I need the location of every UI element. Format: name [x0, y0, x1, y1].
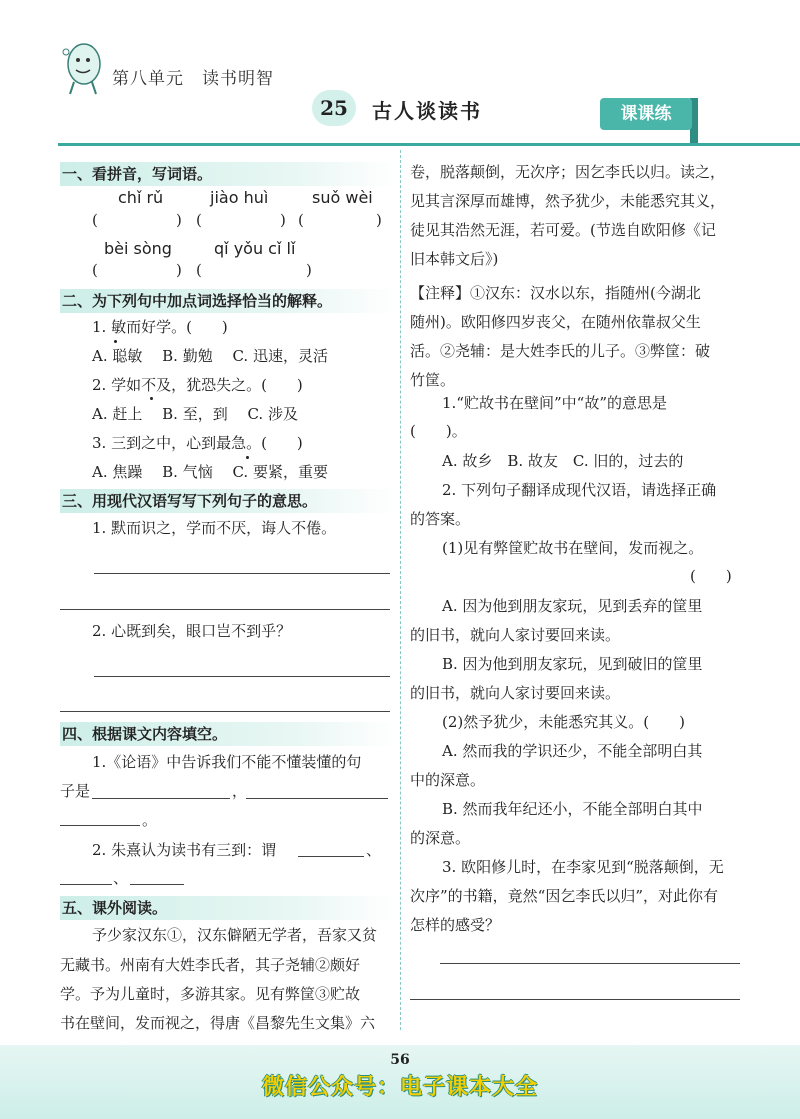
sec4-q2-line1: 2. 朱熹认为读书有三到：谓: [92, 841, 277, 859]
passage-line: 旧本韩文后》): [410, 250, 499, 268]
answer-line: [410, 999, 740, 1000]
answer-box-3-close: ): [376, 211, 382, 229]
reading-q2-sub2-b: B. 然而我年纪还小，不能全部明白其中: [442, 800, 703, 818]
answer-box-1-open: (: [92, 211, 98, 229]
answer-line: [94, 573, 390, 574]
reading-q2-sub1-b: B. 因为他到朋友家玩，见到破旧的筐里: [442, 655, 703, 673]
reading-q1-line1: 1.“贮故书在壁间”中“故”的意思是: [442, 394, 667, 412]
sec3-q1: 1. 默而识之，学而不厌，诲人不倦。: [92, 519, 337, 537]
reading-q3: 次序”的书籍，竟然“因乞李氏以归”，对此你有: [410, 887, 719, 905]
fill-blank: [60, 825, 140, 826]
section-4-title: 四、根据课文内容填空。: [60, 722, 397, 746]
wechat-watermark: 微信公众号：电子课本大全: [261, 1075, 538, 1100]
header-rule: [58, 143, 800, 146]
reading-q2-line1: 2. 下列句子翻译成现代汉语，请选择正确: [442, 481, 717, 499]
exercise-tag: 课课练: [600, 98, 692, 130]
sec4-q1-end: 。: [142, 811, 158, 829]
note-line: 随州)。欧阳修四岁丧父，在随州依靠叔父生: [410, 313, 701, 331]
page-number: 56: [390, 1052, 410, 1068]
answer-line: [60, 711, 390, 712]
cartoon-mascot-icon: [58, 38, 106, 98]
lesson-title: 古人谈读书: [372, 99, 482, 123]
answer-line: [60, 609, 390, 610]
section-5-title: 五、课外阅读。: [60, 896, 397, 920]
emphasis-dot: [114, 340, 117, 343]
reading-q2-sub2-a: 中的深意。: [410, 771, 486, 789]
section-3-title: 三、用现代汉语写写下列句子的意思。: [60, 489, 397, 513]
passage-line: 学。予为儿童时，多游其家。见有弊筐③贮故: [60, 985, 361, 1003]
column-divider: [400, 150, 401, 1030]
fill-blank: [60, 884, 112, 885]
sec4-q2-sep: 、: [366, 841, 382, 859]
sec2-q3: 3. 三到之中，心到最急。( ): [92, 434, 303, 452]
sec2-q2: 2. 学如不及，犹恐失之。( ): [92, 376, 303, 394]
reading-q1-options: A. 故乡 B. 故友 C. 旧的，过去的: [442, 452, 684, 470]
reading-q2-line2: 的答案。: [410, 510, 471, 528]
passage-line: 予少家汉东①，汉东僻陋无学者，吾家又贫: [92, 926, 378, 944]
sec4-q1-line2: 子是: [60, 782, 91, 800]
answer-line: [440, 963, 740, 964]
pinyin-jiaohui: jiào huì: [210, 188, 269, 207]
reading-q2-sub1: (1)见有弊筐贮故书在壁间，发而视之。: [442, 539, 704, 557]
reading-q1-line2: ( )。: [410, 422, 467, 440]
fill-blank: [246, 798, 388, 799]
fill-blank: [298, 856, 364, 857]
emphasis-dot: [150, 397, 153, 400]
answer-box-3-open: (: [298, 211, 304, 229]
section-2-title: 二、为下列句中加点词选择恰当的解释。: [60, 289, 397, 313]
answer-box-4-close: ): [176, 261, 182, 279]
note-line: 竹筐。: [410, 371, 456, 389]
pinyin-beisong: bèi sòng: [104, 239, 172, 258]
note-line: 活。②尧辅：是大姓李氏的儿子。③弊筐：破: [410, 342, 711, 360]
answer-box-2-open: (: [196, 211, 202, 229]
reading-q2-sub2: (2)然予犹少，未能悉究其义。( ): [442, 713, 685, 731]
pinyin-suowei: suǒ wèi: [312, 188, 373, 207]
section-1-title: 一、看拼音，写词语。: [60, 162, 397, 186]
passage-line: 见其言深厚而雄博，然予犹少，未能悉究其义，: [410, 192, 726, 210]
pinyin-chiru: chǐ rǔ: [118, 188, 164, 207]
reading-q2-sub1-paren: ( ): [690, 567, 732, 585]
sec4-q1-line1: 1.《论语》中告诉我们不能不懂装懂的句: [92, 753, 362, 771]
sec3-q2: 2. 心既到矣，眼口岂不到乎？: [92, 622, 292, 640]
answer-box-2-close: ): [280, 211, 286, 229]
reading-q2-sub2-a: A. 然而我的学识还少，不能全部明白其: [442, 742, 703, 760]
reading-q2-sub1-b: 的旧书，就向人家讨要回来读。: [410, 684, 621, 702]
reading-q3: 3. 欧阳修儿时，在李家见到“脱落颠倒，无: [442, 858, 724, 876]
sec4-q2-end: 、: [113, 869, 129, 887]
passage-line: 徒见其浩然无涯，若可爱。(节选自欧阳修《记: [410, 221, 716, 239]
reading-q2-sub2-b: 的深意。: [410, 829, 471, 847]
fill-blank: [92, 798, 230, 799]
passage-line: 书在壁间，发而视之，得唐《昌黎先生文集》六: [60, 1014, 376, 1032]
reading-q2-sub1-a: 的旧书，就向人家讨要回来读。: [410, 626, 621, 644]
reading-q2-sub1-a: A. 因为他到朋友家玩，见到丢弃的筐里: [442, 597, 703, 615]
sec4-q1-comma: ，: [232, 782, 248, 800]
answer-box-5-close: ): [306, 261, 312, 279]
emphasis-dot: [246, 456, 249, 459]
sec2-q1: 1. 敏而好学。( ): [92, 318, 228, 336]
answer-box-1-close: ): [176, 211, 182, 229]
note-line: 【注释】①汉东：汉水以东，指随州(今湖北: [410, 284, 701, 302]
passage-line: 无藏书。州南有大姓李氏者，其子尧辅②颇好: [60, 956, 361, 974]
answer-box-5-open: (: [196, 261, 202, 279]
pinyin-qiyoucili: qǐ yǒu cǐ lǐ: [214, 239, 296, 258]
answer-line: [94, 676, 390, 677]
reading-q3: 怎样的感受？: [410, 916, 501, 934]
fill-blank: [130, 884, 184, 885]
sec2-q3-options: A. 焦躁 B. 气恼 C. 要紧，重要: [92, 463, 328, 481]
answer-box-4-open: (: [92, 261, 98, 279]
unit-title: 第八单元 读书明智: [112, 69, 274, 89]
sec2-q1-options: A. 聪敏 B. 勤勉 C. 迅速，灵活: [92, 347, 328, 365]
lesson-number: 25: [312, 90, 356, 126]
sec2-q2-options: A. 赶上 B. 至，到 C. 涉及: [92, 405, 298, 423]
passage-line: 卷，脱落颠倒，无次序；因乞李氏以归。读之，: [410, 163, 726, 181]
